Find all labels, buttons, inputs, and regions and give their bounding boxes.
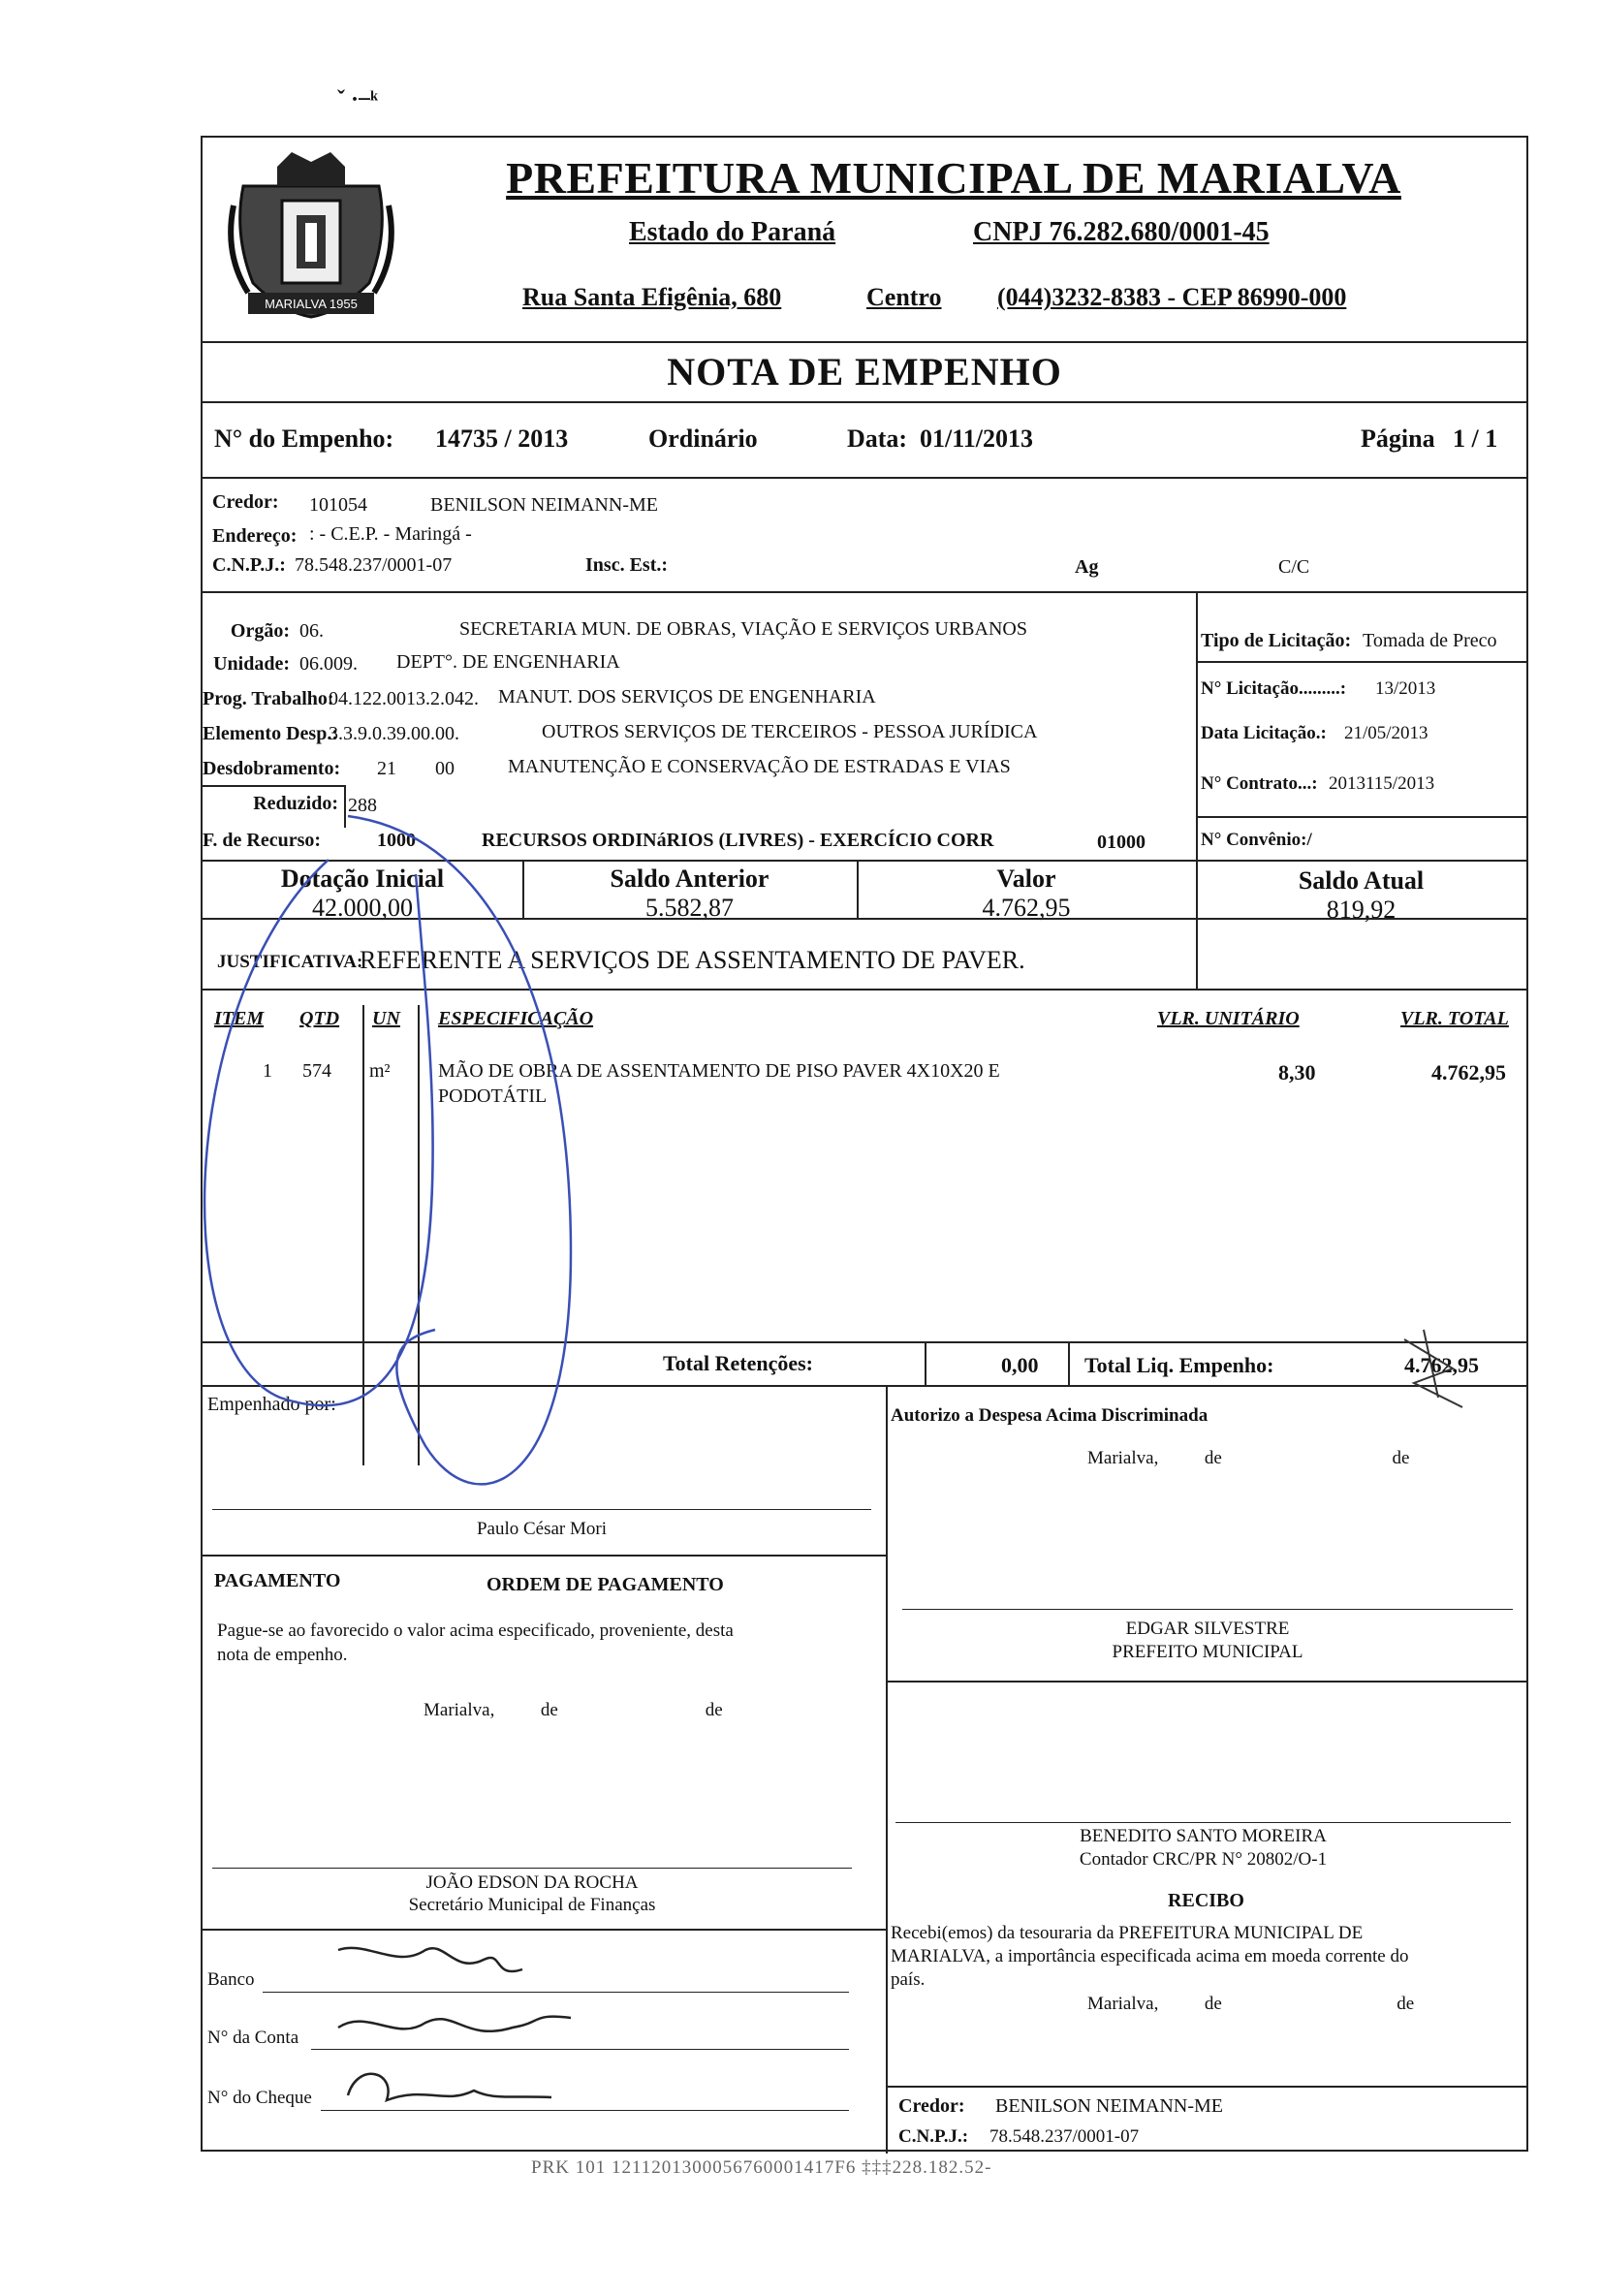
endereco-label: Endereço:	[212, 525, 298, 547]
dotacao-inicial-label: Dotação Inicial	[280, 865, 445, 893]
secretario-cargo: Secretário Municipal de Finanças	[408, 1895, 656, 1915]
telefone-cep: (044)3232-8383 - CEP 86990-000	[997, 283, 1347, 311]
banco-handwriting	[338, 1948, 522, 1971]
item-vlr-total: 4.762,95	[1431, 1060, 1506, 1085]
insc-est-label: Insc. Est.:	[585, 554, 669, 576]
total-liq-value: 4.762,95	[1404, 1353, 1479, 1377]
cheque-label: N° do Cheque	[207, 2088, 312, 2108]
conta-handwriting	[338, 2017, 571, 2031]
contador-cargo: Contador CRC/PR N° 20802/O-1	[1079, 1849, 1328, 1870]
data-licitacao: 21/05/2013	[1344, 723, 1428, 743]
unidade-label: Unidade:	[213, 653, 290, 675]
orgao-label: Orgão:	[230, 620, 290, 642]
num-licitacao: 13/2013	[1375, 678, 1436, 699]
joao-nome: JOÃO EDSON DA ROCHA	[425, 1872, 639, 1893]
recurso-label: F. de Recurso:	[203, 830, 322, 851]
total-liq-label: Total Liq. Empenho:	[1084, 1353, 1274, 1377]
dotacao-inicial-value: 42.000,00	[312, 894, 413, 922]
recibo-credor-nome: BENILSON NEIMANN-ME	[995, 2095, 1223, 2117]
paulo-nome: Paulo César Mori	[476, 1519, 608, 1539]
rua: Rua Santa Efigênia, 680	[522, 283, 782, 311]
ordem-pagamento-label: ORDEM DE PAGAMENTO	[487, 1574, 724, 1595]
prog-label: Prog. Trabalho:	[203, 688, 334, 709]
ink-loop-left	[204, 860, 433, 1405]
recibo-local-data: Marialva, de de	[1087, 1994, 1415, 2014]
elemento-desc: OUTROS SERVIÇOS DE TERCEIROS - PESSOA JURÍDICA	[542, 721, 1038, 742]
numero-empenho: 14735 / 2013	[435, 425, 569, 453]
recurso-num: 01000	[1097, 832, 1146, 853]
tipo-licitacao-label: Tipo de Licitação:	[1201, 630, 1352, 651]
orgao-cod: 06.	[299, 620, 324, 642]
credor-cnpj: 78.548.237/0001-07	[295, 554, 453, 576]
unidade-cod: 06.009.	[299, 653, 358, 675]
recibo-title: RECIBO	[1168, 1890, 1244, 1911]
col-item: ITEM	[214, 1008, 265, 1029]
contrato: 2013115/2013	[1329, 773, 1435, 794]
numero-empenho-label: N° do Empenho:	[214, 425, 394, 453]
recibo-text2: MARIALVA, a importância especificada acima em moeda corrente do	[891, 1946, 1409, 1966]
benedito-nome: BENEDITO SANTO MOREIRA	[1080, 1826, 1327, 1846]
nota-de-empenho-title: NOTA DE EMPENHO	[667, 350, 1062, 393]
col-un: UN	[372, 1008, 400, 1029]
credor-nome: BENILSON NEIMANN-ME	[430, 494, 658, 516]
tipo-empenho: Ordinário	[648, 425, 758, 453]
pagamento-local-data: Marialva, de de	[424, 1700, 723, 1720]
cc-label: C/C	[1278, 556, 1310, 578]
valor-value: 4.762,95	[982, 894, 1071, 922]
item-vlr-unitario: 8,30	[1278, 1060, 1316, 1085]
item-espec-line1: MÃO DE OBRA DE ASSENTAMENTO DE PISO PAVER 4X10X20 E	[438, 1060, 1000, 1082]
justificativa-label: JUSTIFICATIVA:	[217, 952, 363, 972]
col-vlr-total: VLR. TOTAL	[1400, 1008, 1509, 1029]
crest-text: MARIALVA 1955	[265, 297, 358, 311]
reduzido-label: Reduzido:	[253, 793, 338, 814]
ag-label: Ag	[1075, 556, 1099, 578]
pagina: 1 / 1	[1453, 425, 1498, 453]
banco-label: Banco	[207, 1969, 255, 1990]
autorizo-texto: Autorizo a Despesa Acima Discriminada	[891, 1405, 1209, 1426]
prog-desc: MANUT. DOS SERVIÇOS DE ENGENHARIA	[498, 686, 876, 708]
nota-empenho-page	[201, 136, 1528, 2152]
recurso-cod: 1000	[377, 830, 416, 851]
ink-check-mark	[1404, 1330, 1462, 1407]
item-num: 1	[263, 1060, 272, 1082]
total-retencoes: 0,00	[1001, 1353, 1039, 1377]
item-espec-line2: PODOTÁTIL	[438, 1085, 548, 1107]
col-qtd: QTD	[299, 1008, 340, 1029]
centro: Centro	[866, 283, 942, 311]
recibo-cnpj: 78.548.237/0001-07	[989, 2126, 1140, 2147]
item-qtd: 574	[302, 1060, 331, 1082]
valor-label: Valor	[996, 865, 1056, 893]
pagina-label: Página	[1361, 425, 1435, 453]
tipo-licitacao: Tomada de Preco	[1363, 630, 1497, 651]
elemento-cod: 3.3.9.0.39.00.00.	[329, 723, 459, 744]
credor-codigo: 101054	[309, 494, 367, 516]
unidade-desc: DEPT°. DE ENGENHARIA	[396, 651, 620, 673]
reduzido: 288	[348, 795, 377, 816]
estado: Estado do Paraná	[629, 217, 836, 247]
cheque-handwriting	[348, 2074, 551, 2100]
item-un: m²	[369, 1060, 391, 1082]
edgar-nome: EDGAR SILVESTRE	[1125, 1619, 1290, 1639]
recibo-credor-label: Credor:	[898, 2095, 965, 2117]
scan-mark: ˇ · ̶ ᵏ	[337, 87, 379, 112]
data-empenho: 01/11/2013	[920, 425, 1034, 453]
total-retencoes-label: Total Retenções:	[663, 1351, 813, 1375]
data-label: Data:	[847, 425, 908, 453]
recibo-text3: país.	[891, 1969, 926, 1990]
cnpj-prefeitura: CNPJ 76.282.680/0001-45	[973, 217, 1270, 247]
num-licitacao-label: N° Licitação.........:	[1201, 678, 1347, 699]
pague-se-line2: nota de empenho.	[217, 1645, 348, 1665]
saldo-atual-label: Saldo Atual	[1298, 866, 1425, 895]
ink-loop-right	[348, 816, 571, 1484]
cnpj-label: C.N.P.J.:	[212, 554, 286, 576]
justificativa-text: REFERENTE A SERVIÇOS DE ASSENTAMENTO DE PAVER.	[360, 946, 1025, 974]
orgao-desc: SECRETARIA MUN. DE OBRAS, VIAÇÃO E SERVIÇOS URBANOS	[459, 618, 1027, 640]
recibo-text1: Recebi(emos) da tesouraria da PREFEITURA MUNICIPAL DE	[891, 1923, 1364, 1943]
footer-code: PRK 101 1211201300056760001417F6 ‡‡‡228.182.52-	[531, 2157, 992, 2178]
data-licitacao-label: Data Licitação.:	[1201, 723, 1327, 743]
recibo-cnpj-label: C.N.P.J.:	[898, 2126, 969, 2147]
autorizo-local-data: Marialva, de de	[1087, 1448, 1410, 1468]
pagamento-label: PAGAMENTO	[214, 1570, 341, 1591]
handwritten-marks	[203, 138, 1526, 2150]
saldo-anterior-label: Saldo Anterior	[610, 865, 769, 893]
credor-label: Credor:	[212, 491, 279, 513]
conta-label: N° da Conta	[207, 2028, 299, 2048]
empenhado-por-label: Empenhado por:	[207, 1394, 336, 1415]
desdobramento-cod: 21	[377, 758, 396, 779]
saldo-atual-value: 819,92	[1326, 896, 1397, 924]
convenio-label: N° Convênio:/	[1201, 830, 1312, 850]
recurso-desc: RECURSOS ORDINáRIOS (LIVRES) - EXERCÍCIO CORR	[482, 830, 994, 851]
pague-se-line1: Pague-se ao favorecido o valor acima especificado, proveniente, desta	[217, 1620, 734, 1641]
col-vlr-unitario: VLR. UNITÁRIO	[1157, 1008, 1300, 1029]
prefeitura-title: PREFEITURA MUNICIPAL DE MARIALVA	[506, 153, 1401, 203]
desdobramento-label: Desdobramento:	[203, 758, 341, 779]
desdobramento-desc: MANUTENÇÃO E CONSERVAÇÃO DE ESTRADAS E VIAS	[508, 756, 1011, 777]
saldo-anterior-value: 5.582,87	[645, 894, 734, 922]
endereco: : - C.E.P. - Maringá -	[309, 523, 472, 545]
prefeito-cargo: PREFEITO MUNICIPAL	[1112, 1642, 1303, 1662]
contrato-label: N° Contrato...:	[1201, 773, 1318, 794]
prog-cod: 04.122.0013.2.042.	[329, 688, 479, 709]
desdobramento-sub: 00	[435, 758, 455, 779]
elemento-label: Elemento Desp.:	[203, 723, 338, 744]
col-especificacao: ESPECIFICAÇÃO	[438, 1008, 594, 1029]
